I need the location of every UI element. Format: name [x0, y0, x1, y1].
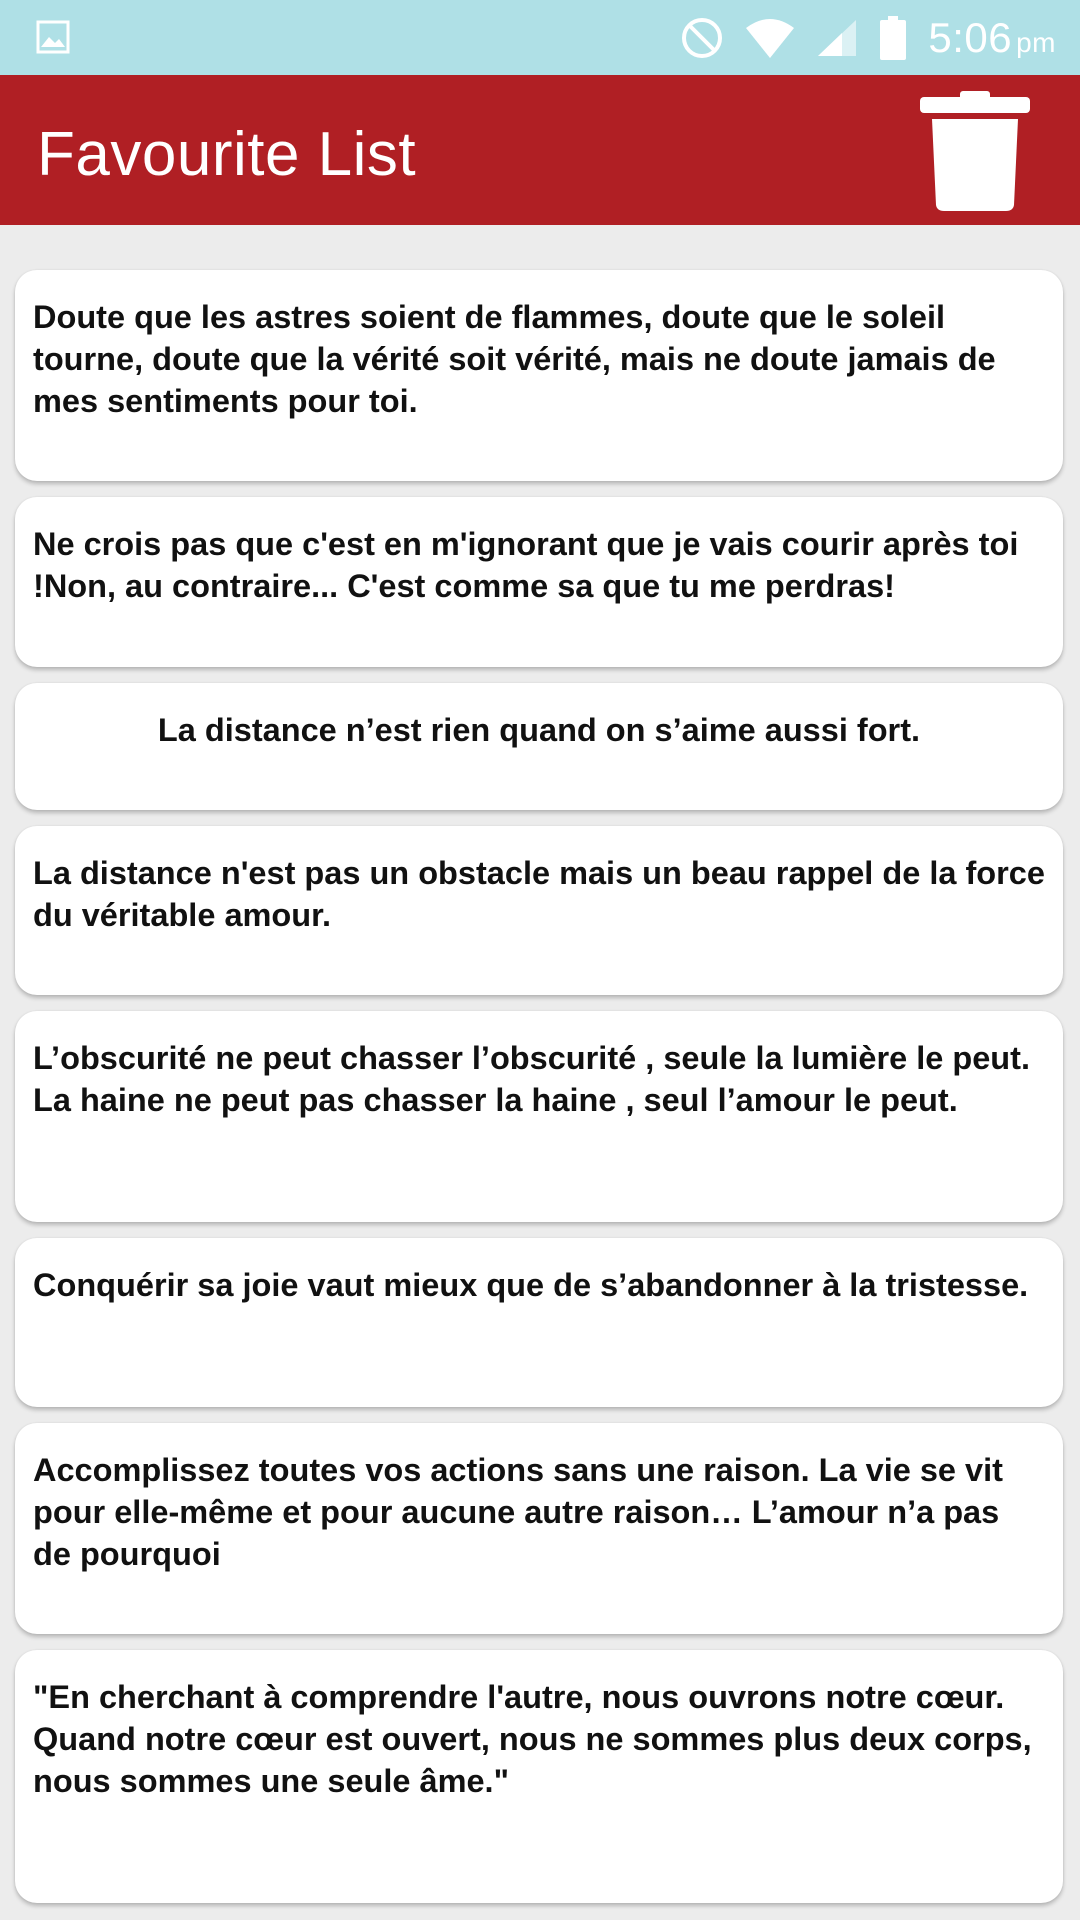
- trash-icon: [920, 91, 1030, 213]
- battery-icon: [880, 16, 906, 60]
- wifi-icon: [746, 18, 794, 58]
- signal-icon: [816, 18, 858, 58]
- page-title: Favourite List: [37, 120, 417, 189]
- clock-ampm: pm: [1016, 26, 1056, 58]
- quote-card[interactable]: [15, 1423, 1063, 1634]
- quote-text: Doute que les astres soient de flammes, doute que le soleil tourne, doute que la vérité soit vérité, mais ne doute jamais de mes sentiments pour toi.: [33, 299, 996, 419]
- quote-text: La distance n'est pas un obstacle mais un beau rappel de la force du véritable amour.: [33, 855, 1045, 933]
- quote-card[interactable]: [15, 497, 1063, 667]
- clock-time: 5:06: [928, 13, 1013, 61]
- quote-text: Conquérir sa joie vaut mieux que de s’abandonner à la tristesse.: [33, 1267, 1029, 1303]
- quote-card[interactable]: [15, 683, 1063, 810]
- quote-card[interactable]: [15, 270, 1063, 481]
- quote-text: Ne crois pas que c'est en m'ignorant que je vais courir après toi !Non, au contraire... C'est comme sa que tu me perdras!: [33, 526, 1019, 604]
- quote-text: La distance n’est rien quand on s’aime aussi fort.: [157, 712, 921, 748]
- clock: [928, 14, 1056, 62]
- quote-card[interactable]: [15, 1650, 1063, 1903]
- quote-text: "En cherchant à comprendre l'autre, nous ouvrons notre cœur. Quand notre cœur est ouvert, nous ne sommes plus deux corps, nous sommes une seule âme.": [33, 1679, 1032, 1799]
- app-bar: [0, 75, 1080, 225]
- image-icon: [36, 20, 70, 54]
- favourite-list[interactable]: [0, 225, 1080, 1920]
- quote-card[interactable]: [15, 1011, 1063, 1222]
- quote-text: L’obscurité ne peut chasser l’obscurité , seule la lumière le peut. La haine ne peut pas chasser la haine , seul l’amour le peut.: [33, 1040, 1030, 1118]
- quote-card[interactable]: [15, 826, 1063, 995]
- delete-all-button[interactable]: [910, 89, 1040, 215]
- do-not-disturb-icon: [680, 16, 724, 60]
- status-icons: [680, 0, 1056, 75]
- status-bar: [0, 0, 1080, 75]
- quote-card[interactable]: [15, 1238, 1063, 1407]
- quote-text: Accomplissez toutes vos actions sans une raison. La vie se vit pour elle-même et pour aucune autre raison… L’amour n’a pas de pourquoi: [33, 1452, 1003, 1572]
